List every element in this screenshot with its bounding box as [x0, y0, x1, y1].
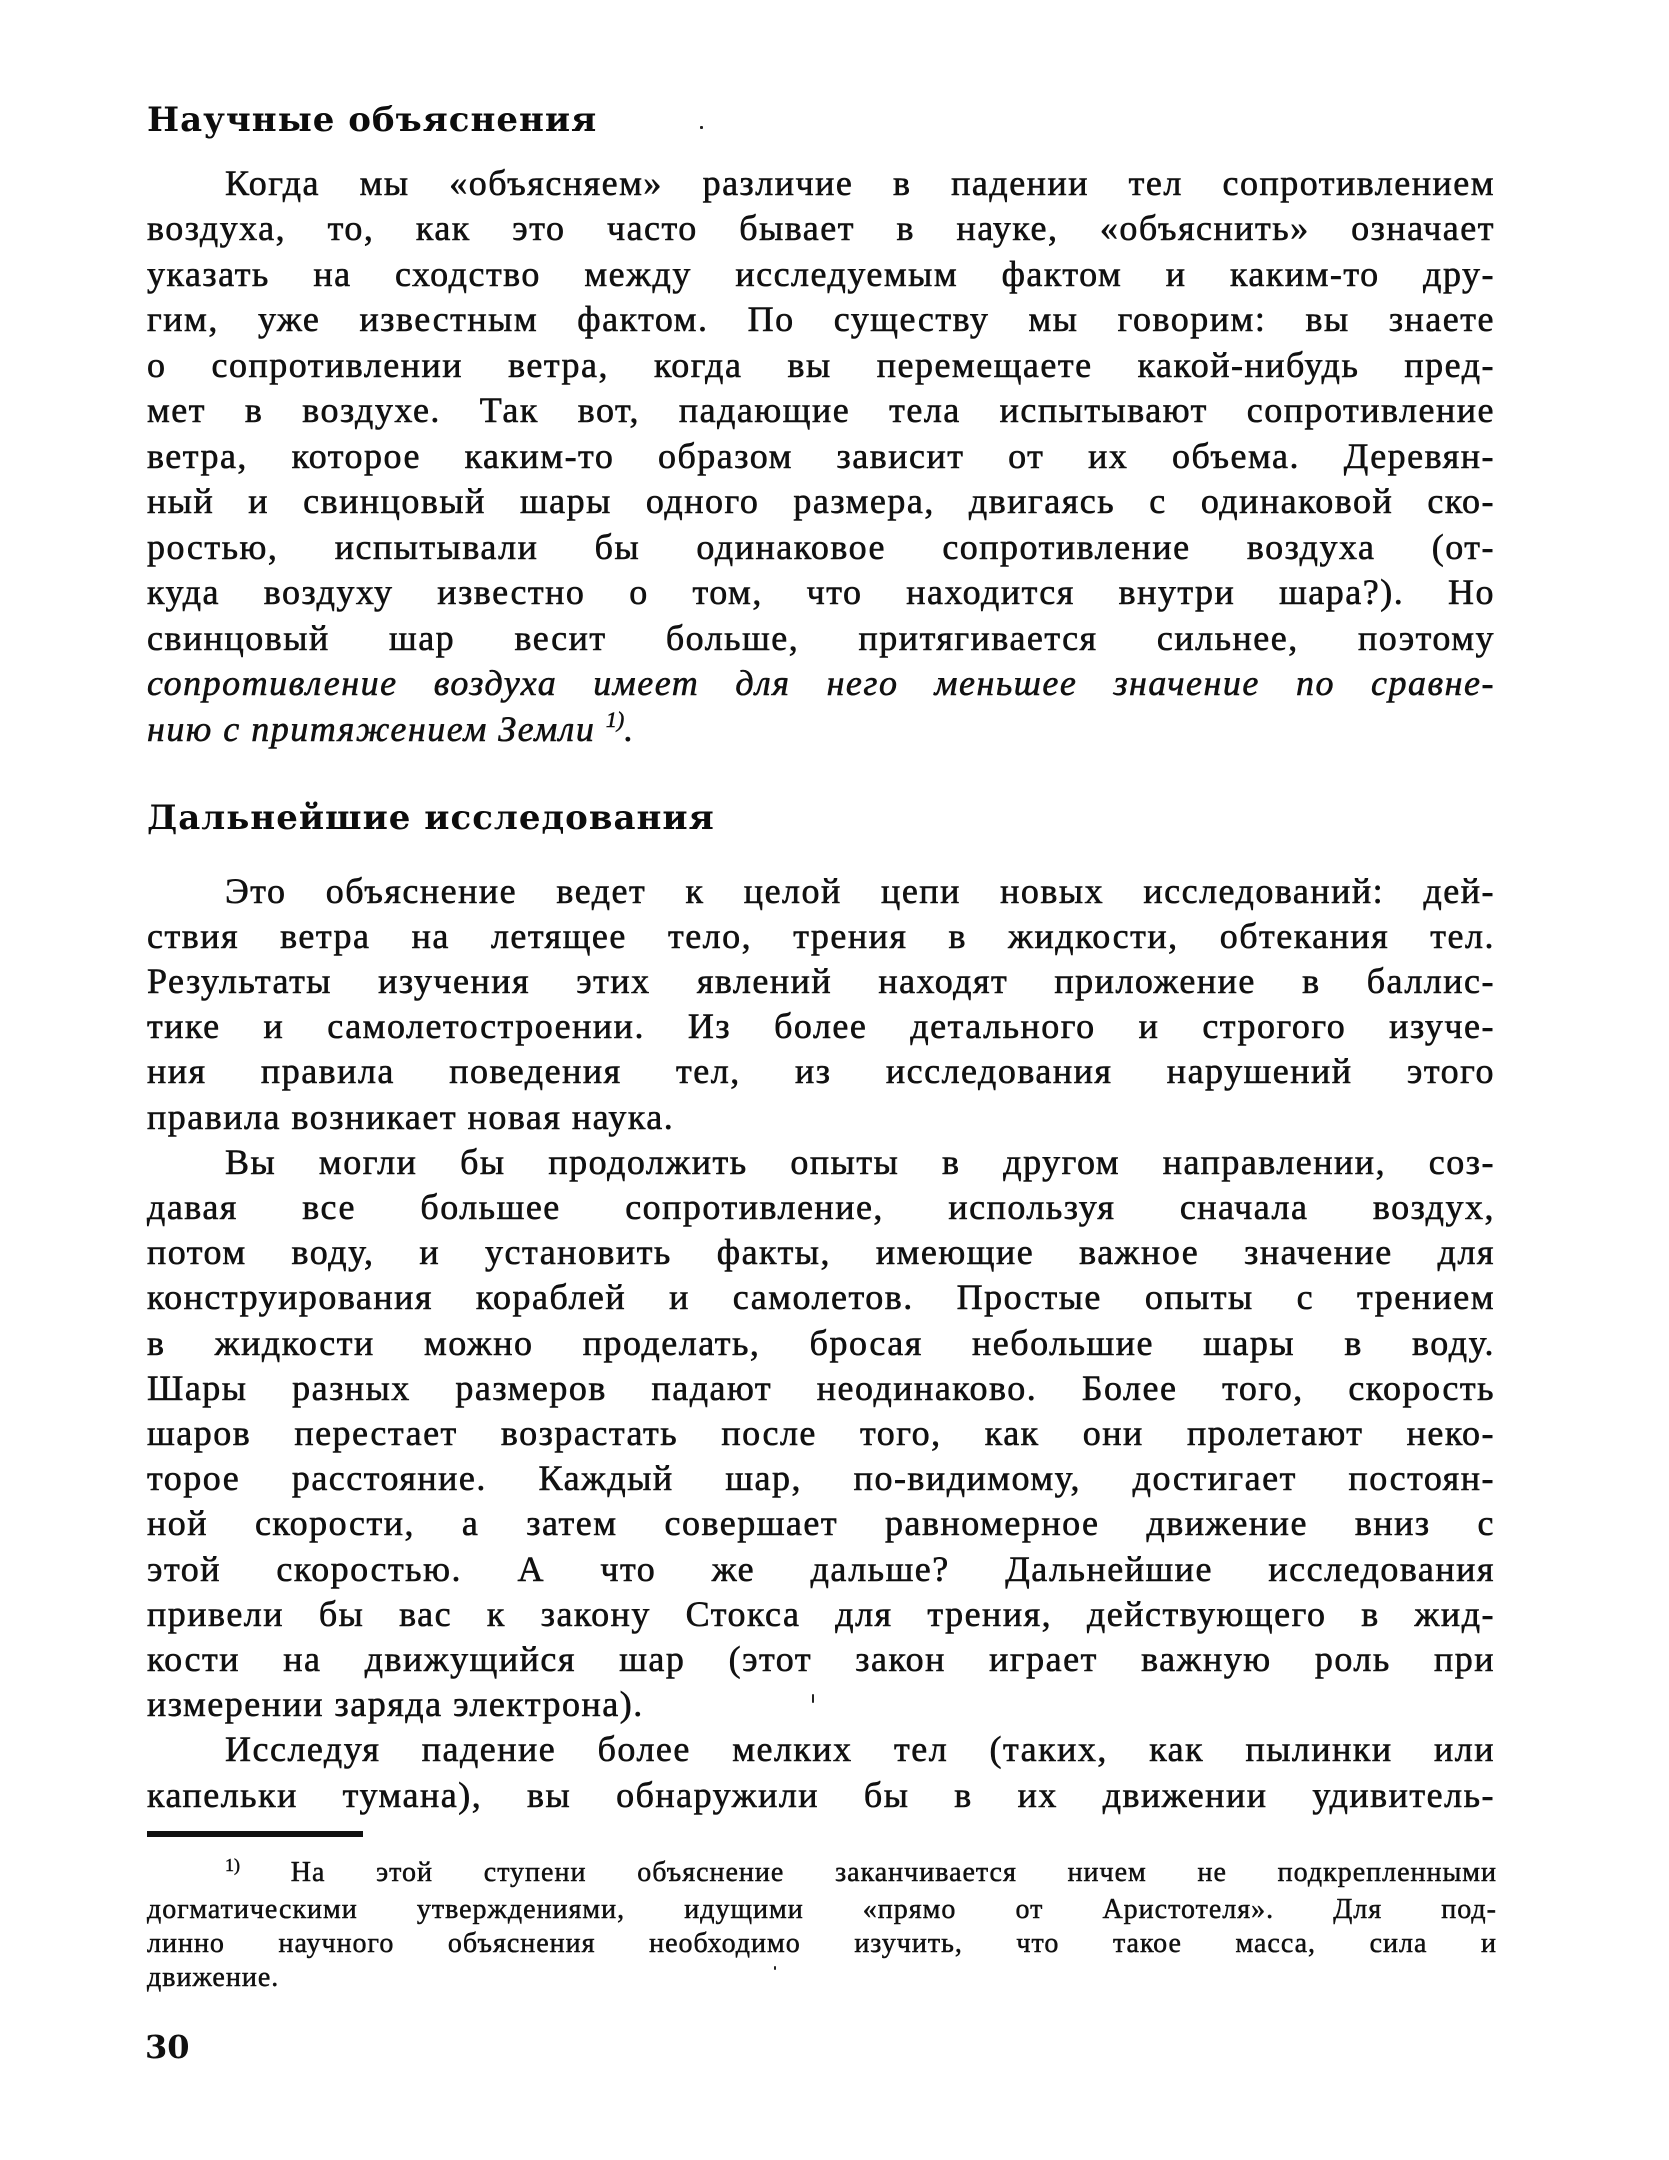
scan-speck — [774, 1966, 776, 1970]
footnote-line: движение. — [147, 1962, 280, 1993]
text-line: привели бы вас к закону Стокса для трения, действующего в жид- — [147, 1594, 1495, 1634]
footnote-reference[interactable]: 1) — [605, 707, 625, 732]
text-line: ный и свинцовый шары одного размера, двигаясь с одинаковой ско- — [147, 481, 1495, 521]
text-line: Исследуя падение более мелких тел (таких, как пылинки или — [225, 1729, 1495, 1769]
text-line: Вы могли бы продолжить опыты в другом направлении, соз- — [225, 1142, 1495, 1182]
text-line: о сопротивлении ветра, когда вы перемещаете какой-нибудь пред- — [147, 345, 1495, 385]
text-line: Результаты изучения этих явлений находят приложение в баллис- — [147, 961, 1495, 1001]
text-line: ствия ветра на летящее тело, трения в жидкости, обтекания тел. — [147, 916, 1495, 956]
text-line: ветра, которое каким-то образом зависит от их объема. Деревян- — [147, 436, 1495, 476]
italic-text-line: сопротивление воздуха имеет для него меньшее значение по сравне- — [147, 663, 1495, 703]
text-line: ной скорости, а затем совершает равномерное движение вниз с — [147, 1503, 1495, 1543]
text-line: торое расстояние. Каждый шар, по-видимому, достигает постоян- — [147, 1458, 1495, 1498]
text-line: куда воздуху известно о том, что находится внутри шара?). Но — [147, 572, 1495, 612]
text-line: мет в воздухе. Так вот, падающие тела испытывают сопротивление — [147, 390, 1495, 430]
footnote-marker: 1) — [225, 1855, 240, 1875]
end-punctuation: . — [624, 709, 635, 749]
text-line: кости на движущийся шар (этот закон играет важную роль при — [147, 1639, 1495, 1679]
text-line: конструирования кораблей и самолетов. Простые опыты с трением — [147, 1277, 1495, 1317]
section-heading-further-research: Дальнейшие исследования — [147, 798, 715, 838]
text-line: указать на сходство между исследуемым фактом и каким-то дру- — [147, 254, 1495, 294]
text-line: ния правила поведения тел, из исследования нарушений этого — [147, 1051, 1495, 1091]
italic-text: нию с притяжением Земли — [147, 709, 596, 749]
text-line: Шары разных размеров падают неодинаково. Более того, скорость — [147, 1368, 1495, 1408]
text-line: свинцовый шар весит больше, притягивается сильнее, поэтому — [147, 618, 1495, 658]
page-number: 30 — [145, 2028, 190, 2066]
footnote-text: На этой ступени объяснение заканчивается ничем не подкрепленными — [290, 1857, 1497, 1888]
scan-speck — [700, 126, 703, 129]
text-line: шаров перестает возрастать после того, как они пролетают неко- — [147, 1413, 1495, 1453]
text-line: Когда мы «объясняем» различие в падении тел сопротивлением — [225, 163, 1495, 203]
footnote-separator — [147, 1831, 363, 1837]
text-line: потом воду, и установить факты, имеющие важное значение для — [147, 1232, 1495, 1272]
footnote-line: линно научного объяснения необходимо изучить, что такое масса, сила и — [147, 1928, 1497, 1959]
text-line: давая все большее сопротивление, используя сначала воздух, — [147, 1187, 1495, 1227]
text-line: воздуха, то, как это часто бывает в науке, «объяснить» означает — [147, 208, 1495, 248]
scan-speck — [812, 1694, 814, 1703]
footnote-line: догматическими утверждениями, идущими «прямо от Аристотеля». Для под- — [147, 1894, 1497, 1925]
text-line: ростью, испытывали бы одинаковое сопротивление воздуха (от- — [147, 527, 1495, 567]
text-line: этой скоростью. А что же дальше? Дальнейшие исследования — [147, 1549, 1495, 1589]
text-line: в жидкости можно проделать, бросая небольшие шары в воду. — [147, 1323, 1495, 1363]
text-line: правила возникает новая наука. — [147, 1097, 675, 1137]
text-line: измерении заряда электрона). — [147, 1684, 644, 1724]
text-line: гим, уже известным фактом. По существу мы говорим: вы знаете — [147, 299, 1495, 339]
section-heading-scientific-explanations: Научные объяснения — [147, 100, 598, 140]
text-line: капельки тумана), вы обнаружили бы в их движении удивитель- — [147, 1775, 1495, 1815]
text-line: Это объяснение ведет к целой цепи новых исследований: дей- — [225, 871, 1495, 911]
italic-text-line-with-footnote — [147, 706, 1495, 752]
footnote-line — [225, 1855, 1497, 1891]
text-line: тике и самолетостроении. Из более детального и строгого изуче- — [147, 1006, 1495, 1046]
